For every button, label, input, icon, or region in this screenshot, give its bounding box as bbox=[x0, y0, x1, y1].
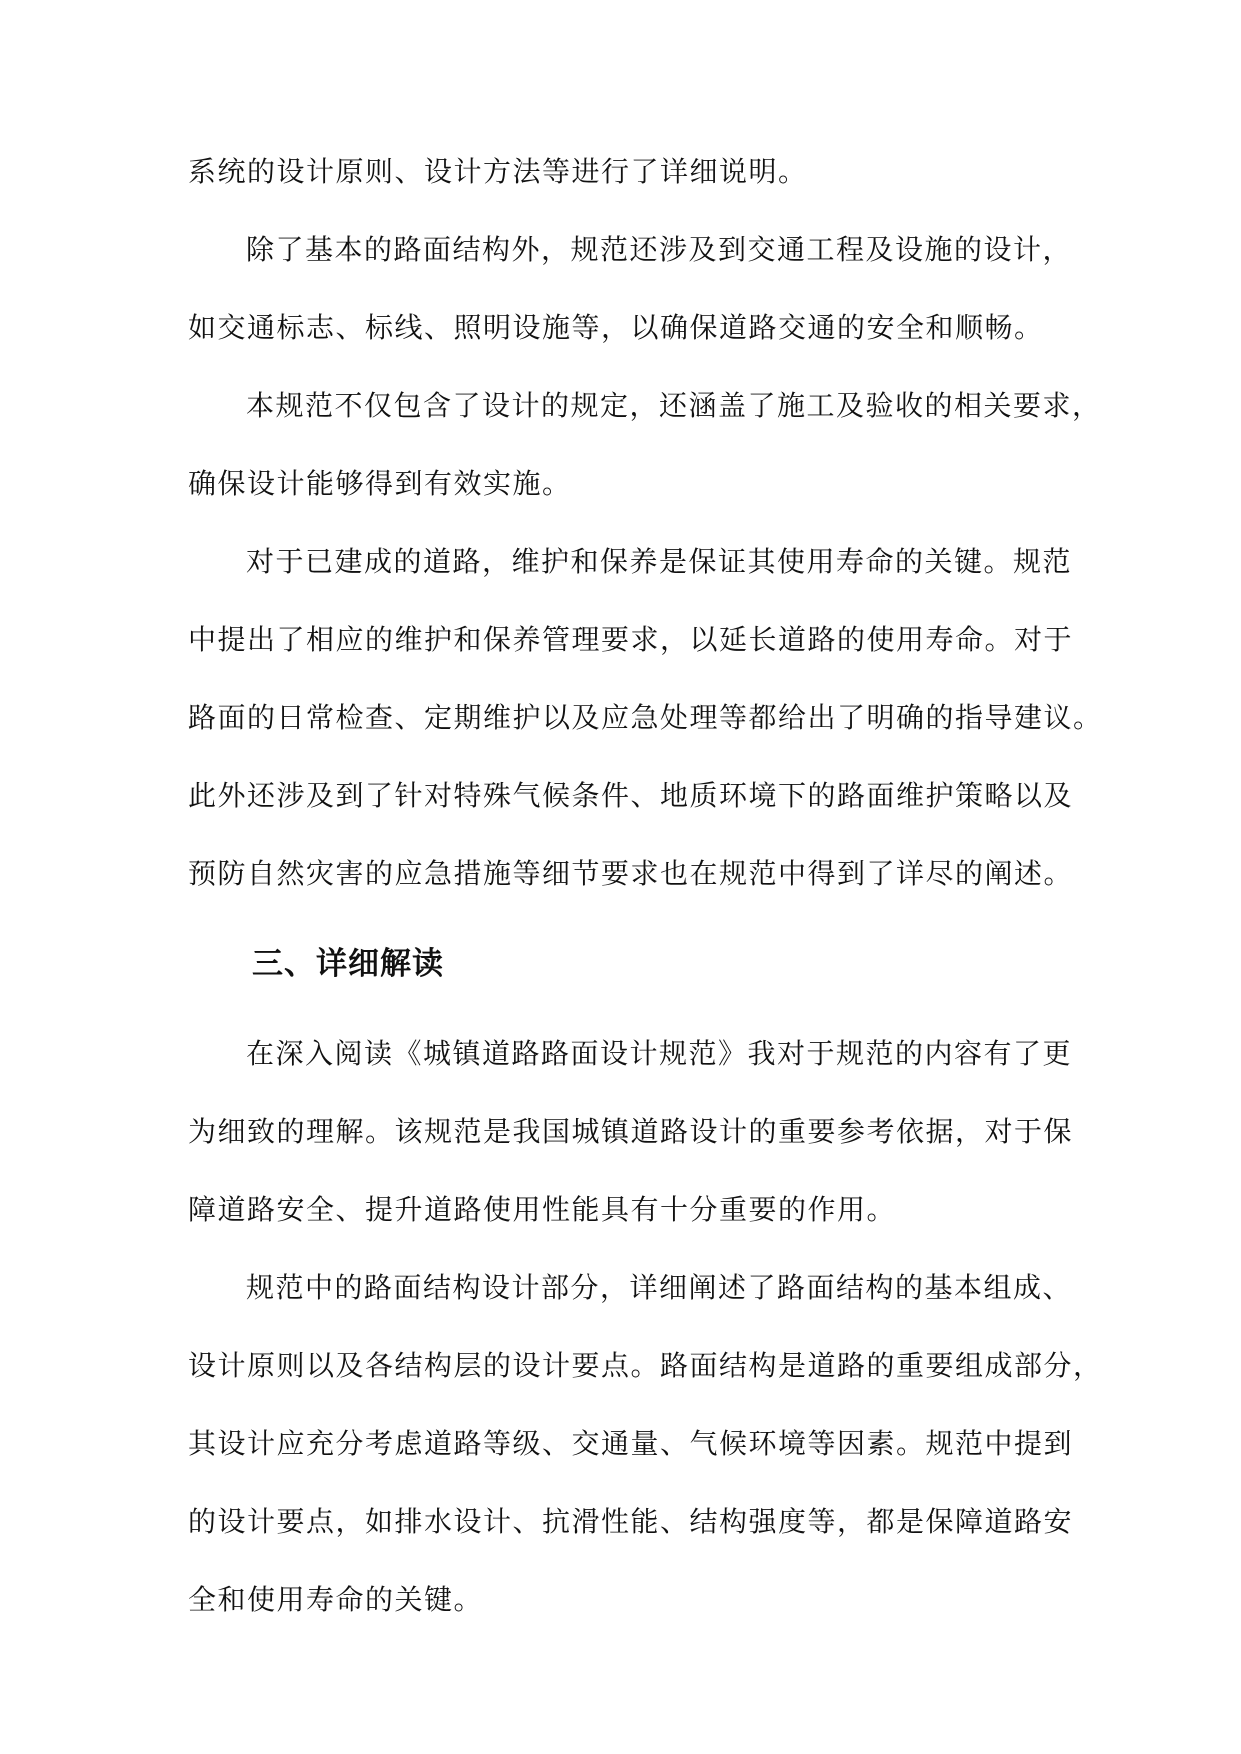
paragraph-line: 对于已建成的道路，维护和保养是保证其使用寿命的关键。规范 bbox=[246, 545, 1073, 578]
paragraph-line: 如交通标志、标线、照明设施等，以确保道路交通的安全和顺畅。 bbox=[188, 311, 1044, 344]
paragraph-line: 预防自然灾害的应急措施等细节要求也在规范中得到了详尽的阐述。 bbox=[188, 857, 1074, 890]
paragraph-line: 此外还涉及到了针对特殊气候条件、地质环境下的路面维护策略以及 bbox=[188, 779, 1074, 812]
paragraph-line: 全和使用寿命的关键。 bbox=[188, 1583, 484, 1616]
paragraph-line: 设计原则以及各结构层的设计要点。路面结构是道路的重要组成部分， bbox=[188, 1349, 1103, 1382]
section-heading: 三、详细解读 bbox=[252, 946, 444, 982]
paragraph-line: 中提出了相应的维护和保养管理要求，以延长道路的使用寿命。对于 bbox=[188, 623, 1074, 656]
paragraph-line: 为细致的理解。该规范是我国城镇道路设计的重要参考依据，对于保 bbox=[188, 1115, 1074, 1148]
paragraph-line: 障道路安全、提升道路使用性能具有十分重要的作用。 bbox=[188, 1193, 897, 1226]
paragraph-line: 其设计应充分考虑道路等级、交通量、气候环境等因素。规范中提到 bbox=[188, 1427, 1074, 1460]
paragraph-line: 规范中的路面结构设计部分，详细阐述了路面结构的基本组成、 bbox=[246, 1271, 1073, 1304]
paragraph-line: 的设计要点，如排水设计、抗滑性能、结构强度等，都是保障道路安 bbox=[188, 1505, 1074, 1538]
paragraph-line: 除了基本的路面结构外，规范还涉及到交通工程及设施的设计， bbox=[246, 233, 1073, 266]
paragraph-line: 系统的设计原则、设计方法等进行了详细说明。 bbox=[188, 155, 808, 188]
paragraph-line: 在深入阅读《城镇道路路面设计规范》我对于规范的内容有了更 bbox=[246, 1037, 1073, 1070]
paragraph-line: 本规范不仅包含了设计的规定，还涵盖了施工及验收的相关要求， bbox=[246, 389, 1102, 422]
paragraph-line: 确保设计能够得到有效实施。 bbox=[188, 467, 572, 500]
paragraph-line: 路面的日常检查、定期维护以及应急处理等都给出了明确的指导建议。 bbox=[188, 701, 1103, 734]
